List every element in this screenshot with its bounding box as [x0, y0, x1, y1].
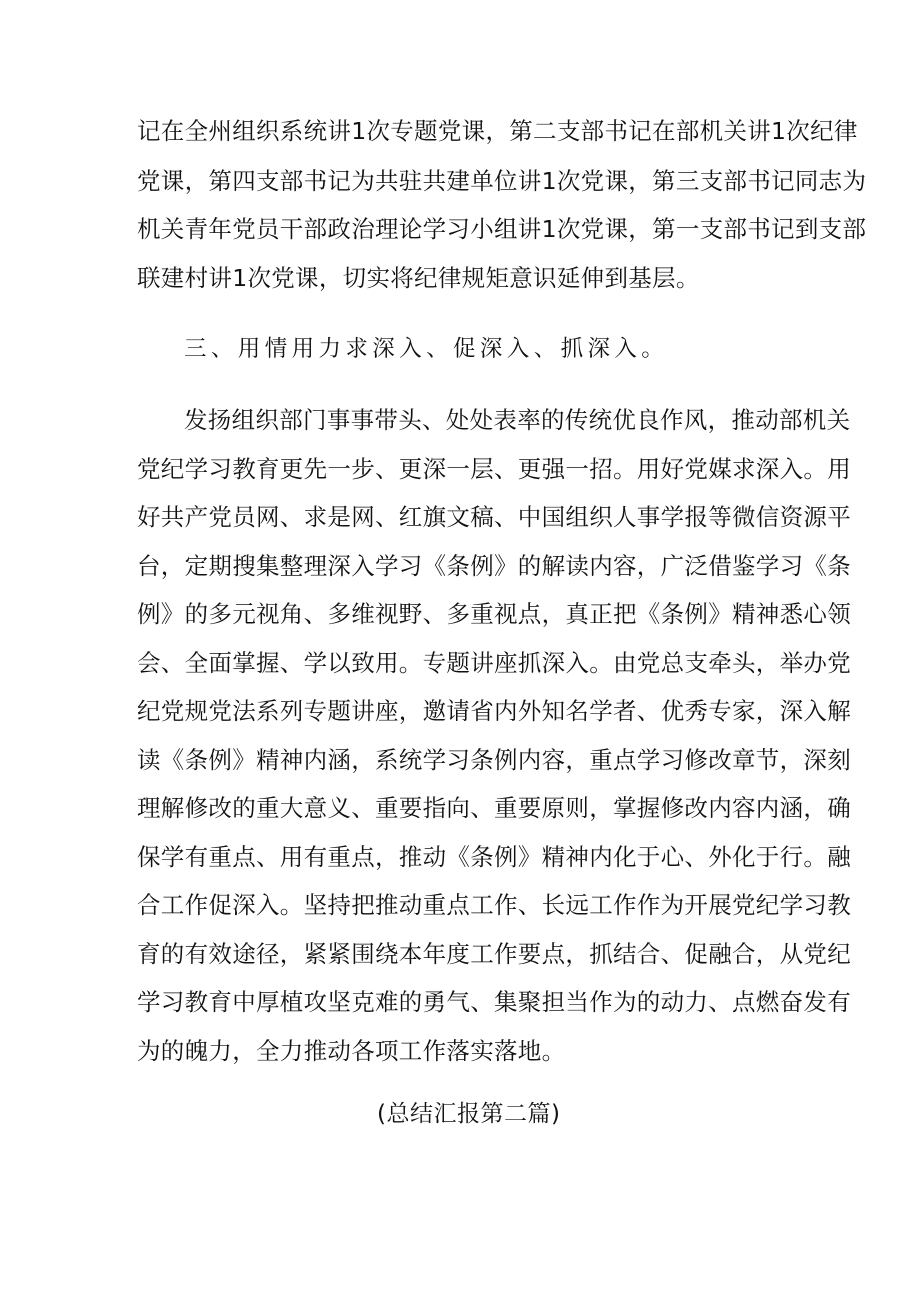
text-line: 党课，第四支部书记为共驻共建单位讲1次党课，第三支部书记同志为	[137, 167, 867, 195]
text-line: 台，定期搜集整理深入学习《条例》的解读内容，广泛借鉴学习《条	[137, 552, 851, 580]
text-line: 合工作促深入。坚持把推动重点工作、长远工作作为开展党纪学习教	[137, 891, 851, 919]
text-line: 联建村讲1次党课，切实将纪律规矩意识延伸到基层。	[137, 264, 700, 292]
text-line: 读《条例》精神内涵，系统学习条例内容，重点学习修改章节，深刻	[137, 746, 851, 774]
text-line: 理解修改的重大意义、重要指向、重要原则，掌握修改内容内涵，确	[137, 794, 851, 822]
text-line: 党纪学习教育更先一步、更深一层、更强一招。用好党媒求深入。用	[137, 455, 851, 483]
text-line: 保学有重点、用有重点，推动《条例》精神内化于心、外化于行。融	[137, 843, 851, 871]
section-heading: 三、用情用力求深入、促深入、抓深入。	[184, 336, 669, 362]
text-line: 会、全面掌握、学以致用。专题讲座抓深入。由党总支牵头，举办党	[137, 649, 851, 677]
text-line: 育的有效途径，紧紧围绕本年度工作要点，抓结合、促融合，从党纪	[137, 940, 851, 968]
closing-caption: (总结汇报第二篇)	[377, 1101, 561, 1127]
text-line: 好共产党员网、求是网、红旗文稿、中国组织人事学报等微信资源平	[137, 503, 851, 531]
text-line: 例》的多元视角、多维视野、多重视点，真正把《条例》精神悉心领	[137, 600, 851, 628]
text-line: 记在全州组织系统讲1次专题党课，第二支部书记在部机关讲1次纪律	[137, 117, 858, 145]
text-line: 学习教育中厚植攻坚克难的勇气、集聚担当作为的动力、点燃奋发有	[137, 988, 851, 1016]
text-line: 纪党规党法系列专题讲座，邀请省内外知名学者、优秀专家，深入解	[137, 697, 851, 725]
text-line: 为的魄力，全力推动各项工作落实落地。	[137, 1037, 566, 1065]
text-line: 发扬组织部门事事带头、处处表率的传统优良作风，推动部机关	[184, 406, 851, 434]
text-line: 机关青年党员干部政治理论学习小组讲1次党课，第一支部书记到支部	[137, 215, 867, 243]
